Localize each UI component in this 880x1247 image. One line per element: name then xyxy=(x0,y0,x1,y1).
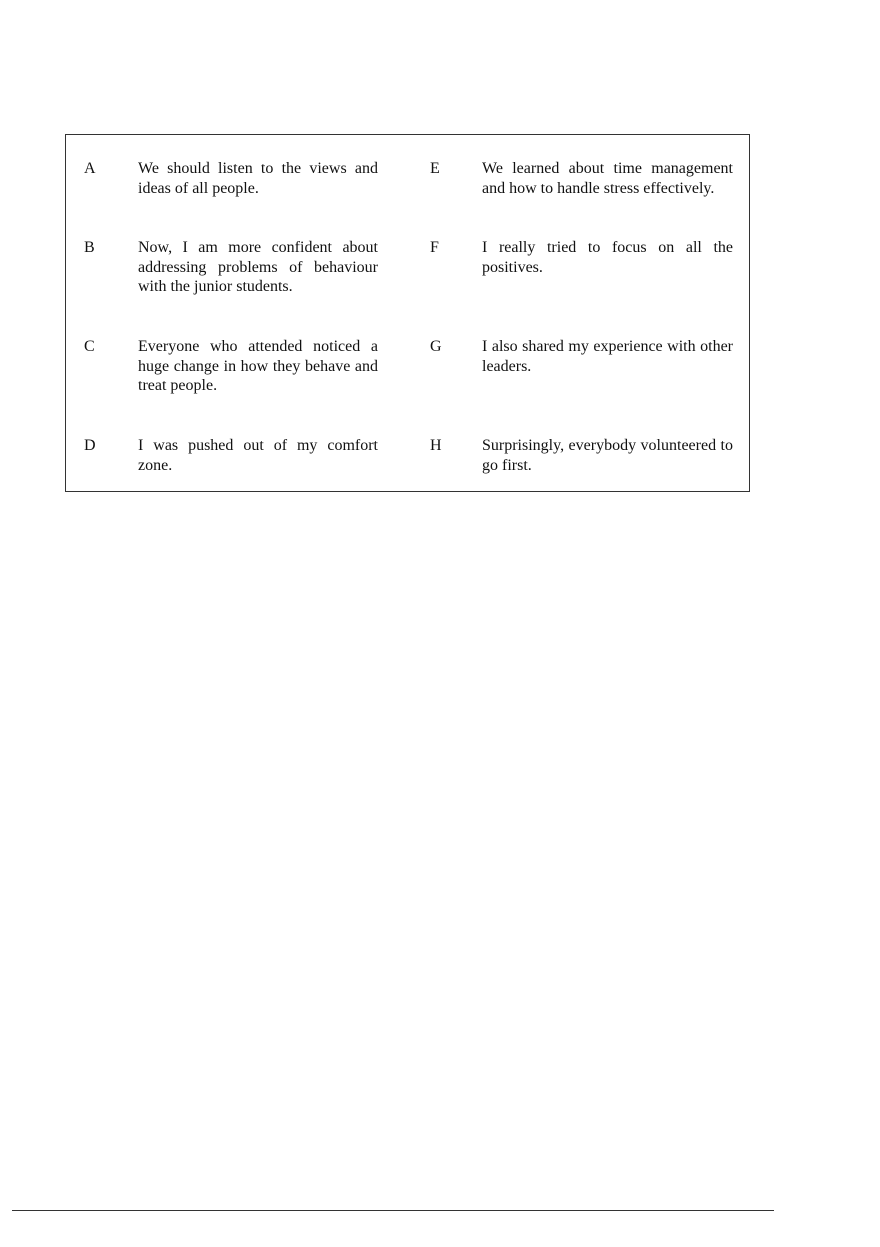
option-text: Now, I am more confident about addressing problems of behaviour with the junior students. xyxy=(138,239,378,295)
option-letter: A xyxy=(84,160,96,177)
option-letter: E xyxy=(430,160,440,177)
option-text: I was pushed out of my comfort zone. xyxy=(138,437,378,474)
option-letter: B xyxy=(84,239,95,256)
option-text: I also shared my experience with other leaders. xyxy=(482,338,733,375)
option-letter: D xyxy=(84,437,96,454)
option-letter: F xyxy=(430,239,439,256)
option-text: I really tried to focus on all the positives. xyxy=(482,239,733,276)
options-box xyxy=(65,134,750,492)
option-text: We learned about time management and how to handle stress effectively. xyxy=(482,160,733,197)
option-text: We should listen to the views and ideas of all people. xyxy=(138,160,378,197)
option-letter: H xyxy=(430,437,442,454)
option-letter: G xyxy=(430,338,442,355)
option-letter: C xyxy=(84,338,95,355)
option-text: Surprisingly, everybody volunteered to go first. xyxy=(482,437,733,474)
option-text: Everyone who attended noticed a huge change in how they behave and treat people. xyxy=(138,338,378,394)
footer-rule xyxy=(12,1210,774,1211)
